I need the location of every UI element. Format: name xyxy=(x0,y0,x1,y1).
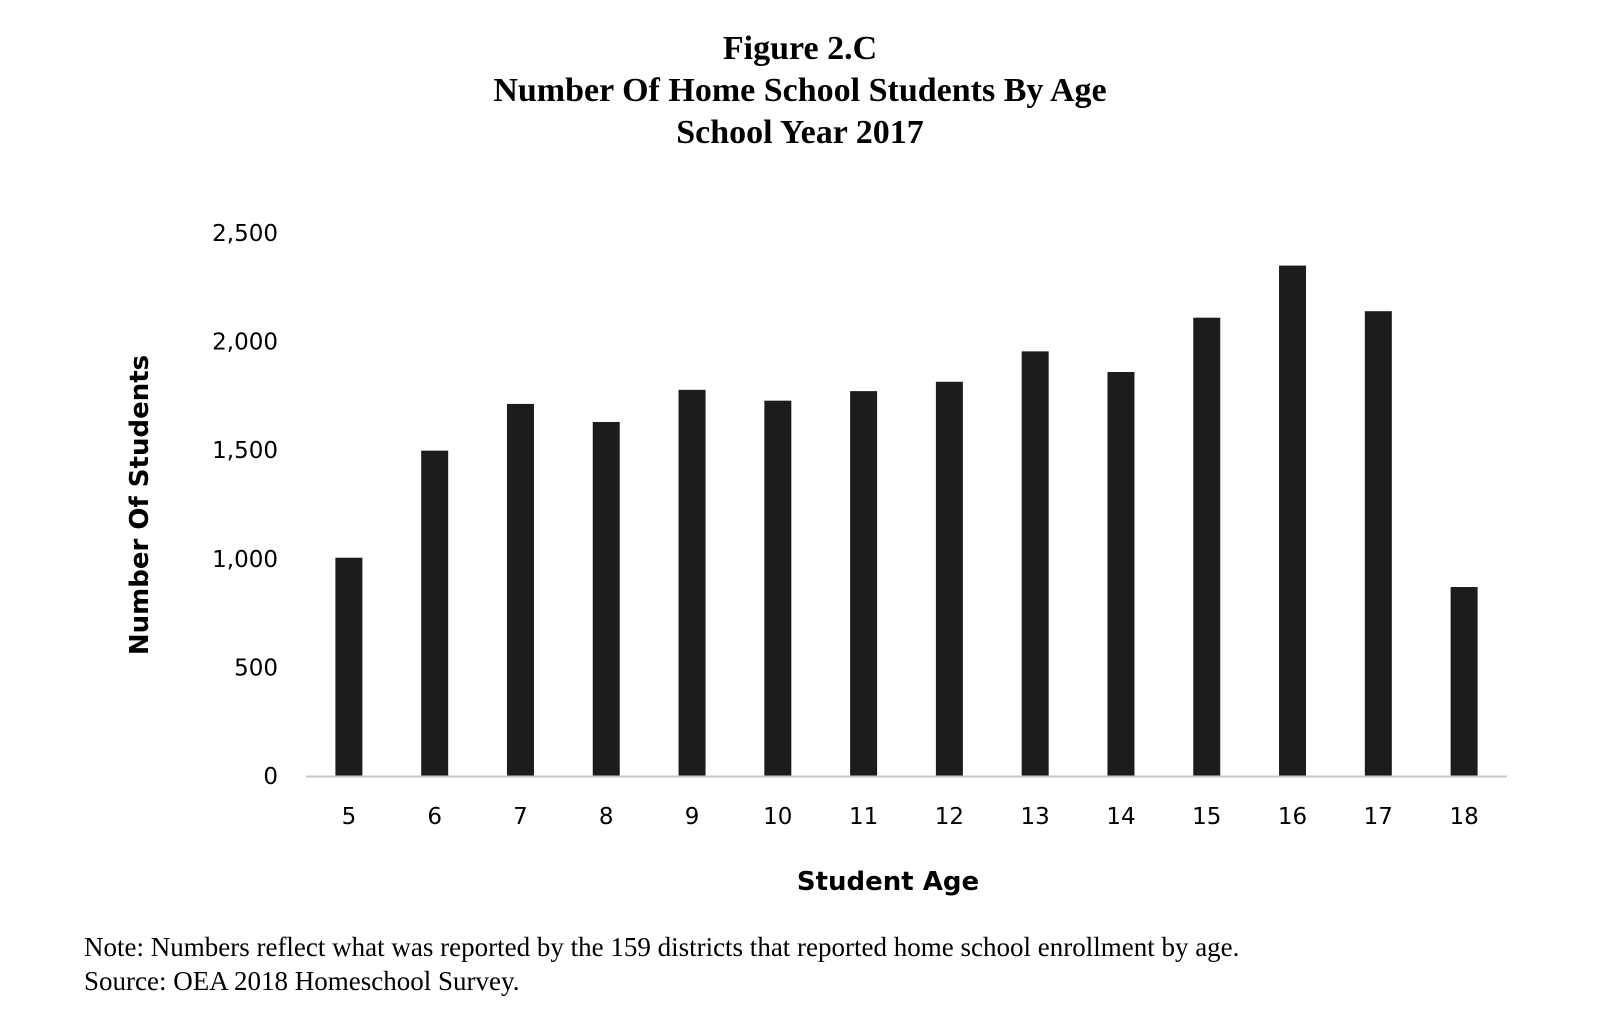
x-axis-title: Student Age xyxy=(796,867,980,897)
bar-age-13 xyxy=(1022,351,1049,776)
y-tick-label: 500 xyxy=(234,655,278,682)
y-axis-title: Number Of Students xyxy=(125,354,155,656)
chart-subtitle: Number Of Home School Students By Age xyxy=(493,72,1107,109)
bar-age-17 xyxy=(1365,311,1392,776)
x-tick-label: 18 xyxy=(1449,804,1479,830)
y-axis-tick-labels xyxy=(212,221,278,790)
bars-group xyxy=(335,266,1477,776)
x-tick-label: 12 xyxy=(934,804,965,830)
x-tick-label: 16 xyxy=(1277,804,1308,830)
x-tick-label: 11 xyxy=(848,804,879,830)
bar-age-8 xyxy=(593,422,620,776)
y-tick-label: 2,000 xyxy=(212,329,278,356)
bar-age-12 xyxy=(936,382,963,776)
x-axis-tick-labels xyxy=(342,804,1479,830)
bar-age-5 xyxy=(335,558,362,776)
bar-age-9 xyxy=(679,390,706,776)
x-tick-label: 10 xyxy=(763,804,793,830)
bar-age-7 xyxy=(507,404,534,776)
x-tick-label: 5 xyxy=(341,804,357,830)
bar-age-16 xyxy=(1279,266,1306,776)
x-tick-label: 15 xyxy=(1192,804,1222,830)
x-tick-label: 8 xyxy=(598,804,614,830)
bar-age-11 xyxy=(850,391,877,776)
x-tick-label: 13 xyxy=(1020,804,1050,830)
bar-age-6 xyxy=(421,451,448,776)
chart-title: Figure 2.C xyxy=(722,30,878,67)
bar-age-18 xyxy=(1451,587,1478,776)
y-tick-label: 0 xyxy=(263,764,278,790)
x-tick-label: 7 xyxy=(513,804,528,830)
y-tick-label: 1,500 xyxy=(212,438,278,465)
x-tick-label: 17 xyxy=(1363,804,1393,830)
chart-source: Source: OEA 2018 Homeschool Survey. xyxy=(84,966,520,996)
chart-note: Note: Numbers reflect what was reported by the 159 districts that reported home school enrollment by age. xyxy=(84,932,1240,962)
bar-age-15 xyxy=(1193,318,1220,776)
y-tick-label: 2,500 xyxy=(212,221,278,247)
bar-age-10 xyxy=(764,401,791,776)
bar-age-14 xyxy=(1107,372,1134,776)
chart-subtitle-year: School Year 2017 xyxy=(676,114,924,151)
x-tick-label: 14 xyxy=(1106,804,1136,830)
y-tick-label: 1,000 xyxy=(212,546,278,573)
x-tick-label: 9 xyxy=(684,804,700,830)
x-tick-label: 6 xyxy=(427,804,442,830)
